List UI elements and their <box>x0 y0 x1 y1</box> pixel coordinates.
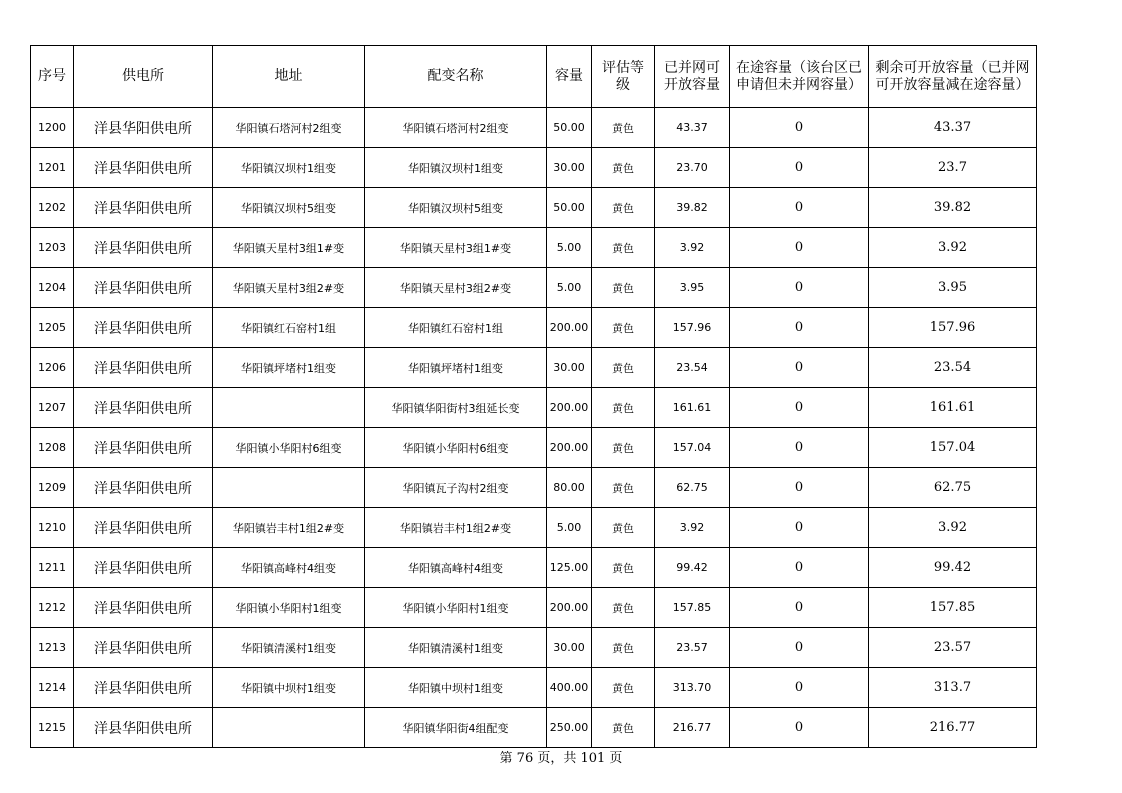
cell-transformer: 华阳镇小华阳村6组变 <box>365 428 547 468</box>
cell-in-transit: 0 <box>730 468 869 508</box>
cell-remaining: 3.92 <box>869 508 1037 548</box>
cell-capacity: 200.00 <box>547 388 592 428</box>
cell-address: 华阳镇天星村3组1#变 <box>213 228 365 268</box>
cell-transformer: 华阳镇小华阳村1组变 <box>365 588 547 628</box>
cell-address: 华阳镇石塔河村2组变 <box>213 108 365 148</box>
cell-grade: 黄色 <box>592 348 655 388</box>
cell-open-capacity: 313.70 <box>655 668 730 708</box>
cell-station: 洋县华阳供电所 <box>74 428 213 468</box>
cell-remaining: 43.37 <box>869 108 1037 148</box>
cell-capacity: 200.00 <box>547 308 592 348</box>
cell-in-transit: 0 <box>730 708 869 748</box>
cell-seq: 1201 <box>31 148 74 188</box>
cell-remaining: 23.54 <box>869 348 1037 388</box>
table-row <box>31 228 1037 268</box>
table-row <box>31 628 1037 668</box>
cell-open-capacity: 23.70 <box>655 148 730 188</box>
cell-seq: 1204 <box>31 268 74 308</box>
header-capacity: 容量 <box>547 46 592 108</box>
table-row <box>31 388 1037 428</box>
cell-address: 华阳镇坪堵村1组变 <box>213 348 365 388</box>
cell-station: 洋县华阳供电所 <box>74 708 213 748</box>
cell-remaining: 99.42 <box>869 548 1037 588</box>
cell-remaining: 62.75 <box>869 468 1037 508</box>
header-row <box>31 46 1037 108</box>
cell-grade: 黄色 <box>592 428 655 468</box>
cell-grade: 黄色 <box>592 588 655 628</box>
cell-address: 华阳镇汉坝村5组变 <box>213 188 365 228</box>
cell-open-capacity: 43.37 <box>655 108 730 148</box>
cell-station: 洋县华阳供电所 <box>74 228 213 268</box>
cell-in-transit: 0 <box>730 148 869 188</box>
cell-open-capacity: 23.54 <box>655 348 730 388</box>
cell-capacity: 250.00 <box>547 708 592 748</box>
cell-remaining: 157.96 <box>869 308 1037 348</box>
cell-station: 洋县华阳供电所 <box>74 668 213 708</box>
cell-capacity: 50.00 <box>547 108 592 148</box>
cell-in-transit: 0 <box>730 668 869 708</box>
cell-seq: 1210 <box>31 508 74 548</box>
cell-grade: 黄色 <box>592 628 655 668</box>
cell-in-transit: 0 <box>730 268 869 308</box>
cell-capacity: 80.00 <box>547 468 592 508</box>
cell-open-capacity: 161.61 <box>655 388 730 428</box>
cell-grade: 黄色 <box>592 268 655 308</box>
cell-seq: 1203 <box>31 228 74 268</box>
cell-station: 洋县华阳供电所 <box>74 588 213 628</box>
table-row <box>31 108 1037 148</box>
cell-address: 华阳镇小华阳村6组变 <box>213 428 365 468</box>
cell-address: 华阳镇红石窑村1组 <box>213 308 365 348</box>
cell-remaining: 3.95 <box>869 268 1037 308</box>
cell-capacity: 5.00 <box>547 508 592 548</box>
cell-seq: 1207 <box>31 388 74 428</box>
cell-open-capacity: 3.95 <box>655 268 730 308</box>
table-row <box>31 468 1037 508</box>
cell-capacity: 50.00 <box>547 188 592 228</box>
cell-capacity: 5.00 <box>547 228 592 268</box>
cell-seq: 1211 <box>31 548 74 588</box>
cell-seq: 1215 <box>31 708 74 748</box>
cell-transformer: 华阳镇岩丰村1组2#变 <box>365 508 547 548</box>
cell-open-capacity: 157.04 <box>655 428 730 468</box>
cell-transformer: 华阳镇石塔河村2组变 <box>365 108 547 148</box>
cell-station: 洋县华阳供电所 <box>74 268 213 308</box>
cell-seq: 1213 <box>31 628 74 668</box>
cell-grade: 黄色 <box>592 148 655 188</box>
cell-capacity: 200.00 <box>547 588 592 628</box>
table-row <box>31 148 1037 188</box>
cell-grade: 黄色 <box>592 108 655 148</box>
cell-remaining: 39.82 <box>869 188 1037 228</box>
cell-open-capacity: 62.75 <box>655 468 730 508</box>
cell-in-transit: 0 <box>730 348 869 388</box>
cell-in-transit: 0 <box>730 108 869 148</box>
cell-open-capacity: 157.96 <box>655 308 730 348</box>
cell-grade: 黄色 <box>592 228 655 268</box>
cell-open-capacity: 39.82 <box>655 188 730 228</box>
cell-transformer: 华阳镇华阳街村3组延长变 <box>365 388 547 428</box>
cell-open-capacity: 99.42 <box>655 548 730 588</box>
cell-open-capacity: 216.77 <box>655 708 730 748</box>
cell-remaining: 157.85 <box>869 588 1037 628</box>
cell-in-transit: 0 <box>730 228 869 268</box>
cell-remaining: 3.92 <box>869 228 1037 268</box>
cell-open-capacity: 157.85 <box>655 588 730 628</box>
cell-grade: 黄色 <box>592 388 655 428</box>
cell-capacity: 125.00 <box>547 548 592 588</box>
cell-remaining: 157.04 <box>869 428 1037 468</box>
cell-in-transit: 0 <box>730 388 869 428</box>
cell-station: 洋县华阳供电所 <box>74 468 213 508</box>
cell-in-transit: 0 <box>730 188 869 228</box>
cell-station: 洋县华阳供电所 <box>74 308 213 348</box>
table-row <box>31 708 1037 748</box>
cell-address: 华阳镇中坝村1组变 <box>213 668 365 708</box>
cell-address: 华阳镇清溪村1组变 <box>213 628 365 668</box>
cell-open-capacity: 3.92 <box>655 228 730 268</box>
cell-address: 华阳镇岩丰村1组2#变 <box>213 508 365 548</box>
table-header <box>31 46 1037 108</box>
cell-address <box>213 468 365 508</box>
table-row <box>31 308 1037 348</box>
header-station: 供电所 <box>74 46 213 108</box>
page-number-footer: 第 76 页，共 101 页 <box>499 751 623 766</box>
table-row <box>31 588 1037 628</box>
cell-in-transit: 0 <box>730 428 869 468</box>
cell-address: 华阳镇天星村3组2#变 <box>213 268 365 308</box>
cell-transformer: 华阳镇坪堵村1组变 <box>365 348 547 388</box>
cell-open-capacity: 3.92 <box>655 508 730 548</box>
cell-grade: 黄色 <box>592 668 655 708</box>
cell-transformer: 华阳镇高峰村4组变 <box>365 548 547 588</box>
cell-grade: 黄色 <box>592 468 655 508</box>
cell-grade: 黄色 <box>592 508 655 548</box>
cell-transformer: 华阳镇中坝村1组变 <box>365 668 547 708</box>
cell-seq: 1206 <box>31 348 74 388</box>
cell-seq: 1212 <box>31 588 74 628</box>
table-row <box>31 188 1037 228</box>
cell-station: 洋县华阳供电所 <box>74 628 213 668</box>
cell-capacity: 5.00 <box>547 268 592 308</box>
cell-transformer: 华阳镇清溪村1组变 <box>365 628 547 668</box>
cell-open-capacity: 23.57 <box>655 628 730 668</box>
cell-in-transit: 0 <box>730 548 869 588</box>
cell-remaining: 23.57 <box>869 628 1037 668</box>
table-row <box>31 428 1037 468</box>
header-open-capacity: 已并网可开放容量 <box>655 46 730 108</box>
header-in-transit: 在途容量（该台区已申请但未并网容量） <box>730 46 869 108</box>
cell-capacity: 200.00 <box>547 428 592 468</box>
cell-station: 洋县华阳供电所 <box>74 188 213 228</box>
cell-seq: 1200 <box>31 108 74 148</box>
cell-grade: 黄色 <box>592 308 655 348</box>
cell-remaining: 23.7 <box>869 148 1037 188</box>
table-row <box>31 668 1037 708</box>
cell-station: 洋县华阳供电所 <box>74 388 213 428</box>
cell-address <box>213 708 365 748</box>
cell-in-transit: 0 <box>730 508 869 548</box>
cell-capacity: 30.00 <box>547 628 592 668</box>
cell-transformer: 华阳镇天星村3组1#变 <box>365 228 547 268</box>
cell-grade: 黄色 <box>592 548 655 588</box>
cell-capacity: 30.00 <box>547 348 592 388</box>
cell-address: 华阳镇高峰村4组变 <box>213 548 365 588</box>
table-row <box>31 508 1037 548</box>
header-address: 地址 <box>213 46 365 108</box>
cell-address: 华阳镇汉坝村1组变 <box>213 148 365 188</box>
cell-station: 洋县华阳供电所 <box>74 348 213 388</box>
cell-station: 洋县华阳供电所 <box>74 508 213 548</box>
cell-capacity: 30.00 <box>547 148 592 188</box>
cell-seq: 1214 <box>31 668 74 708</box>
cell-seq: 1209 <box>31 468 74 508</box>
cell-transformer: 华阳镇汉坝村5组变 <box>365 188 547 228</box>
header-seq: 序号 <box>31 46 74 108</box>
cell-grade: 黄色 <box>592 708 655 748</box>
cell-transformer: 华阳镇红石窑村1组 <box>365 308 547 348</box>
cell-capacity: 400.00 <box>547 668 592 708</box>
cell-seq: 1205 <box>31 308 74 348</box>
header-remaining: 剩余可开放容量（已并网可开放容量减在途容量） <box>869 46 1037 108</box>
cell-remaining: 161.61 <box>869 388 1037 428</box>
cell-grade: 黄色 <box>592 188 655 228</box>
cell-address: 华阳镇小华阳村1组变 <box>213 588 365 628</box>
capacity-table <box>30 45 1037 748</box>
cell-transformer: 华阳镇华阳街4组配变 <box>365 708 547 748</box>
cell-seq: 1202 <box>31 188 74 228</box>
cell-station: 洋县华阳供电所 <box>74 148 213 188</box>
table-row <box>31 548 1037 588</box>
table-body <box>31 108 1037 748</box>
cell-in-transit: 0 <box>730 588 869 628</box>
cell-in-transit: 0 <box>730 308 869 348</box>
cell-in-transit: 0 <box>730 628 869 668</box>
table-row <box>31 348 1037 388</box>
header-transformer: 配变名称 <box>365 46 547 108</box>
cell-remaining: 216.77 <box>869 708 1037 748</box>
cell-transformer: 华阳镇天星村3组2#变 <box>365 268 547 308</box>
header-grade: 评估等级 <box>592 46 655 108</box>
cell-seq: 1208 <box>31 428 74 468</box>
cell-transformer: 华阳镇瓦子沟村2组变 <box>365 468 547 508</box>
cell-remaining: 313.7 <box>869 668 1037 708</box>
cell-station: 洋县华阳供电所 <box>74 548 213 588</box>
cell-station: 洋县华阳供电所 <box>74 108 213 148</box>
cell-address <box>213 388 365 428</box>
table-row <box>31 268 1037 308</box>
cell-transformer: 华阳镇汉坝村1组变 <box>365 148 547 188</box>
